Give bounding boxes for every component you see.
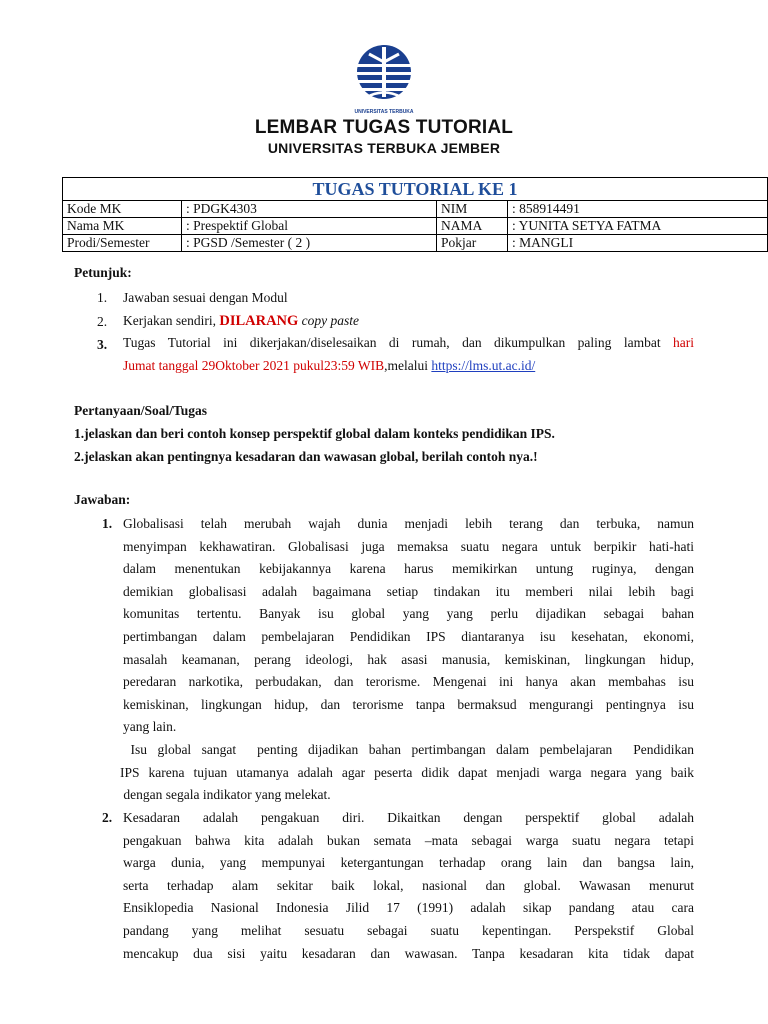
table-cell: : PDGK4303	[182, 201, 437, 218]
list-number: 2.	[97, 314, 108, 329]
text-line: Isu global sangat penting dijadikan bahan pertimbangan dalam pembelajaran Pendidikan	[120, 742, 694, 757]
table-cell: Prodi/Semester	[63, 235, 182, 252]
instruction-item	[123, 335, 694, 351]
text-line: Ensiklopedia Nasional Indonesia Jilid 17 (1991) adalah sikap pandang atau cara	[123, 900, 694, 916]
logo-text: UNIVERSITAS TERBUKA	[354, 109, 414, 115]
text-line: Kesadaran adalah pengakuan diri. Dikaitkan dengan perspektif global adalah	[123, 810, 694, 825]
text-line: pengakuan bahwa kita adalah bukan semata –mata sebagai warga suatu negara tetapi	[123, 832, 694, 848]
table-cell: : PGSD /Semester ( 2 )	[182, 235, 437, 252]
instruction-text: copy paste	[298, 313, 360, 328]
table-row	[63, 218, 768, 235]
text-line: yang lain.	[123, 719, 177, 735]
text-line: peredaran narkotika, perbudakan, dan terorisme. Mengenai ini hanya akan membahas isu	[123, 674, 694, 690]
table-cell: Pokjar	[437, 235, 508, 252]
instruction-item-continued	[123, 358, 535, 374]
instruction-item: Jawaban sesuai dengan Modul	[123, 290, 288, 305]
instruction-text: Tugas Tutorial ini dikerjakan/diselesaikan di rumah, dan dikumpulkan paling lambat	[123, 335, 673, 350]
list-number: 2.	[102, 810, 113, 825]
deadline-text: Jumat tanggal 29Oktober 2021 pukul23:59 WIB	[123, 358, 385, 373]
student-info-table	[62, 177, 768, 252]
questions-label: Pertanyaan/Soal/Tugas	[74, 403, 208, 418]
question-2: 2.jelaskan akan pentingnya kesadaran dan wawasan global, berilah contoh nya.!	[74, 449, 538, 464]
deadline-text: hari	[673, 335, 694, 350]
text-line: IPS karena tujuan utamanya adalah agar peserta didik dapat menjadi warga negara yang baik	[120, 764, 694, 780]
question-1: 1.jelaskan dan beri contoh konsep perspektif global dalam konteks pendidikan IPS.	[74, 426, 555, 441]
table-cell: NIM	[437, 201, 508, 218]
table-cell: : YUNITA SETYA FATMA	[508, 218, 768, 235]
text-line: Globalisasi telah merubah wajah dunia menjadi lebih terang dan terbuka, namun	[123, 516, 694, 531]
list-number: 1.	[102, 516, 113, 531]
instruction-text: ,melalui	[384, 358, 432, 373]
document-subtitle: UNIVERSITAS TERBUKA JEMBER	[267, 140, 501, 156]
table-heading: TUGAS TUTORIAL KE 1	[63, 178, 768, 201]
answer-1-paragraph-2	[120, 739, 694, 807]
instruction-text: Kerjakan sendiri,	[123, 313, 220, 328]
text-line: dalam menentukan kebijakannya karena harus memikirkan untung ruginya, dengan	[123, 561, 694, 577]
document-title: LEMBAR TUGAS TUTORIAL	[254, 117, 514, 138]
lms-link[interactable]: https://lms.ut.ac.id/	[431, 358, 536, 373]
instructions-label: Petunjuk:	[74, 265, 132, 280]
answer-2-paragraph	[123, 807, 694, 965]
logo-emblem-icon	[357, 45, 411, 99]
text-line: demikian globalisasi adalah bagaimana setiap tindakan itu memberi nilai lebih bagi	[123, 583, 694, 599]
text-line: pertimbangan dalam pembelajaran Pendidikan IPS diantaranya isu kesehatan, ekonomi,	[123, 628, 694, 644]
text-line: masalah keamanan, perang ideologi, hak asasi manusia, kemiskinan, lingkungan hidup,	[123, 651, 694, 667]
list-number: 3.	[97, 337, 108, 352]
list-number: 1.	[97, 290, 108, 305]
answer-1-paragraph	[123, 513, 694, 739]
instruction-item	[123, 313, 359, 330]
table-row	[63, 201, 768, 218]
text-line: komunitas tertentu. Banyak isu global yang yang perlu dijadikan sebagai bahan	[123, 606, 694, 622]
university-logo	[347, 42, 421, 116]
text-line: serta terhadap alam sekitar baik lokal, nasional dan global. Wawasan menurut	[123, 877, 694, 893]
table-row	[63, 235, 768, 252]
text-line: dengan segala indikator yang melekat.	[120, 787, 331, 803]
table-cell: NAMA	[437, 218, 508, 235]
table-cell: : Prespektif Global	[182, 218, 437, 235]
text-line: kemiskinan, lingkungan hidup, dan terorisme tanpa bermaksud mengurangi pentingnya isu	[123, 696, 694, 712]
forbidden-highlight: DILARANG	[219, 313, 299, 329]
answers-label: Jawaban:	[74, 492, 131, 507]
text-line: menyimpan kekhawatiran. Globalisasi juga memaksa suatu negara untuk berpikir hati-hati	[123, 538, 694, 554]
table-cell: Kode MK	[63, 201, 182, 218]
text-line: warga dunia, yang mempunyai ketergantungan terhadap orang lain dan bangsa lain,	[123, 855, 694, 871]
text-line: pandang yang melihat sesuatu sebagai suatu kepentingan. Perspekstif Global	[123, 922, 694, 938]
text-line: mencakup dua sisi yaitu kesadaran dan wawasan. Tanpa kesadaran kita tidak dapat	[123, 945, 694, 961]
table-cell: : MANGLI	[508, 235, 768, 252]
table-cell: Nama MK	[63, 218, 182, 235]
table-cell: : 858914491	[508, 201, 768, 218]
